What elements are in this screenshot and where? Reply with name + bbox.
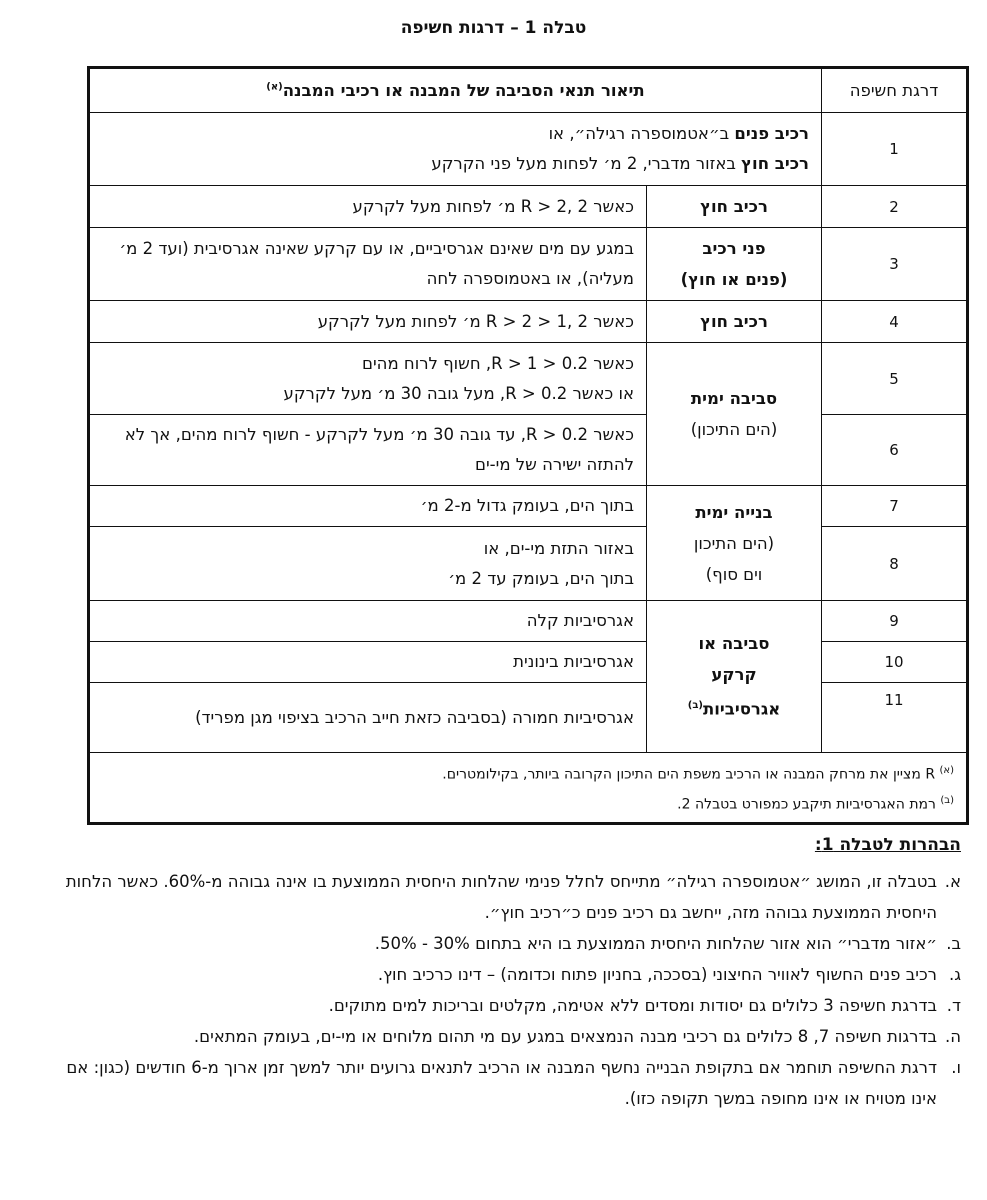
category-cell: סביבה או קרקע אגרסיביות$^{(ב)}$ <box>647 601 822 753</box>
description-cell: אגרסיביות בינונית <box>89 642 647 683</box>
list-item: ג. רכיב פנים החשוף לאוויר החיצוני (בסככה, בחניון פתוח וכדומה) – דינו כרכיב חוץ. <box>377 965 961 984</box>
category-cell: בנייה ימית (הים התיכון וים סוף) <box>647 486 822 601</box>
category-cell: רכיב חוץ <box>647 186 822 228</box>
table-row <box>89 186 968 228</box>
table-header-row <box>89 68 968 113</box>
note-a: $^{(א)}$ R מציין את מרחק המבנה או הרכיב משפת הים התיכון הקרובה ביותר, בקילומטרים. <box>442 765 954 783</box>
table-row <box>89 683 968 753</box>
description-cell: אגרסיביות חמורה (בסביבה כזאת חייב הרכיב בציפוי מגן מפריד) <box>89 683 647 753</box>
category-cell: סביבה ימית (הים התיכון) <box>647 343 822 486</box>
level-cell: 6 <box>822 415 968 486</box>
level-cell: 1 <box>822 113 968 186</box>
level-cell: 3 <box>822 228 968 301</box>
level-cell: 10 <box>822 642 968 683</box>
description-cell: כאשר R > 2 > 1, 2 מ׳ לפחות מעל לקרקע <box>89 301 647 343</box>
description-cell: במגע עם מים שאינם אגרסיביים, או עם קרקע שאינה אגרסיבית (ועד 2 מ׳ מעליה), או באטמוספרה לחה <box>89 228 647 301</box>
exposure-levels-table <box>87 66 969 825</box>
level-cell: 5 <box>822 343 968 415</box>
level-cell: 2 <box>822 186 968 228</box>
table-notes-row <box>89 753 968 824</box>
clarifications-list <box>41 866 961 1114</box>
level-cell: 11 <box>822 683 968 753</box>
level-cell: 8 <box>822 527 968 601</box>
table-row <box>89 601 968 642</box>
list-item: ד. בדרגת חשיפה 3 כלולים גם יסודות ומסדים ללא אטימה, מקלטים ובריכות למים מתוקים. <box>328 996 961 1015</box>
list-item: א. בטבלה זו, המושג ״אטמוספרה רגילה״ מתייחס לחלל פנימי שהלחות היחסית הממוצעת בו אינה גבוהה מ-60%. כאשר הלחות היחסית הממוצעת גבוהה מזה, ייחשב גם רכיב פנים כ״רכיב חוץ״. <box>65 872 961 922</box>
description-cell: כאשר R > 2, 2 מ׳ לפחות מעל לקרקע <box>89 186 647 228</box>
table-row <box>89 301 968 343</box>
header-level: דרגת חשיפה <box>822 68 968 113</box>
table-title: טבלה 1 – דרגות חשיפה <box>400 18 587 38</box>
level-cell: 4 <box>822 301 968 343</box>
table-row <box>89 527 968 601</box>
notes-cell <box>89 753 968 824</box>
description-cell: רכיב פנים ב״אטמוספרה רגילה״, או רכיב חוץ באזור מדברי, 2 מ׳ לפחות מעל פני הקרקע <box>89 113 822 186</box>
header-description: תיאור תנאי הסביבה של המבנה או רכיבי המבנה$^{(א)}$ <box>89 68 822 113</box>
description-cell: אגרסיביות קלה <box>89 601 647 642</box>
table-row <box>89 642 968 683</box>
table-row <box>89 113 968 186</box>
table-row <box>89 343 968 415</box>
category-cell: פני רכיב (פנים או חוץ) <box>647 228 822 301</box>
table-row <box>89 228 968 301</box>
level-cell: 7 <box>822 486 968 527</box>
description-cell: כאשר R > 1 > 0.2, חשוף לרוח מהים או כאשר R > 0.2, מעל גובה 30 מ׳ מעל לקרקע <box>89 343 647 415</box>
clarifications-title: הבהרות לטבלה 1: <box>814 835 961 855</box>
category-cell: רכיב חוץ <box>647 301 822 343</box>
level-cell: 9 <box>822 601 968 642</box>
description-cell: בתוך הים, בעומק גדול מ-2 מ׳ <box>89 486 647 527</box>
list-item: ה. בדרגות חשיפה 7, 8 כלולים גם רכיבי מבנה הנמצאים במגע עם מי תהום מלוחים או מי-ים, בעומק המתאים. <box>193 1027 961 1046</box>
list-item: ו. דרגת החשיפה תוחמר אם בתקופת הבנייה נחשף המבנה או הרכיב לתנאים גרועים יותר למשך זמן ארוך מ-6 חודשים (כגון: אם אינו מטויח או אינו מחופה במשך תקופה כזו). <box>66 1058 961 1108</box>
description-cell: באזור התזת מי-ים, או בתוך הים, בעומק עד 2 מ׳ <box>89 527 647 601</box>
note-b: $^{(ב)}$ רמת האגרסיביות תיקבע כמפורט בטבלה 2. <box>677 794 954 813</box>
table-row <box>89 486 968 527</box>
table-row <box>89 415 968 486</box>
list-item: ב. ״אזור מדברי״ הוא אזור שהלחות היחסית הממוצעת בו היא בתחום 30% - 50%. <box>374 934 961 953</box>
description-cell: כאשר R > 0.2, עד גובה 30 מ׳ מעל לקרקע - חשוף לרוח מהים, אך לא להתזה ישירה של מי-ים <box>89 415 647 486</box>
